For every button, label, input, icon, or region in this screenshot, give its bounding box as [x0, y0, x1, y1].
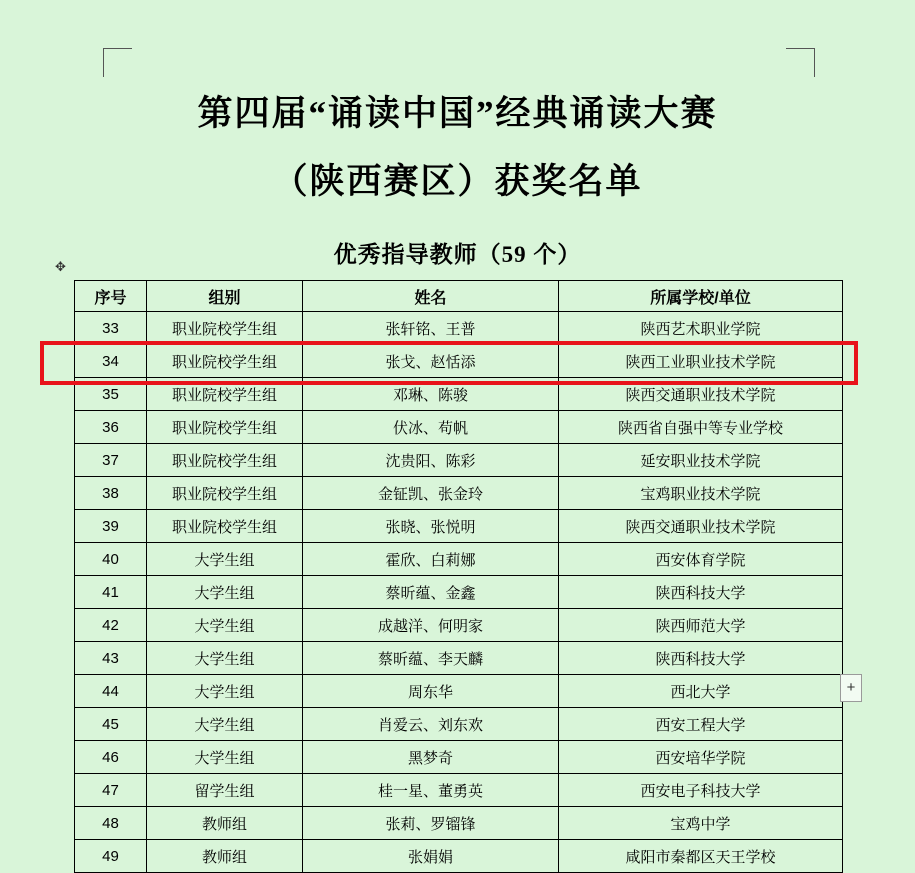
table-row [75, 609, 843, 642]
cell-org: 陕西省自强中等专业学校 [559, 411, 843, 444]
cell-group: 大学生组 [147, 675, 303, 708]
cell-name: 桂一星、董勇英 [303, 774, 559, 807]
cell-name: 伏冰、苟帆 [303, 411, 559, 444]
cell-name: 霍欣、白莉娜 [303, 543, 559, 576]
cell-index: 35 [75, 378, 147, 411]
cell-index: 36 [75, 411, 147, 444]
cell-name: 沈贵阳、陈彩 [303, 444, 559, 477]
cell-index: 46 [75, 741, 147, 774]
table-row [75, 312, 843, 345]
cell-group: 大学生组 [147, 708, 303, 741]
cell-group: 大学生组 [147, 741, 303, 774]
cell-index: 33 [75, 312, 147, 345]
cell-org: 咸阳市秦都区天王学校 [559, 840, 843, 873]
cell-group: 职业院校学生组 [147, 510, 303, 543]
cell-group: 留学生组 [147, 774, 303, 807]
cell-group: 大学生组 [147, 609, 303, 642]
title-line-1: 第四届“诵读中国”经典诵读大赛 [197, 94, 718, 133]
cell-name: 蔡昕蕴、金鑫 [303, 576, 559, 609]
cell-group: 职业院校学生组 [147, 345, 303, 378]
cell-name: 成越洋、何明家 [303, 609, 559, 642]
table-row [75, 510, 843, 543]
cell-org: 西安体育学院 [559, 543, 843, 576]
cell-org: 宝鸡中学 [559, 807, 843, 840]
table-row [75, 543, 843, 576]
cell-org: 陕西科技大学 [559, 642, 843, 675]
cell-org: 西安工程大学 [559, 708, 843, 741]
column-header-name: 姓名 [303, 281, 559, 312]
cell-group: 大学生组 [147, 642, 303, 675]
table-row [75, 807, 843, 840]
cell-org: 陕西交通职业技术学院 [559, 378, 843, 411]
cell-index: 40 [75, 543, 147, 576]
cell-name: 张晓、张悦明 [303, 510, 559, 543]
table-row [75, 675, 843, 708]
cell-index: 47 [75, 774, 147, 807]
cell-org: 宝鸡职业技术学院 [559, 477, 843, 510]
cell-org: 陕西工业职业技术学院 [559, 345, 843, 378]
cell-name: 金钲凯、张金玲 [303, 477, 559, 510]
cell-group: 大学生组 [147, 543, 303, 576]
cell-group: 职业院校学生组 [147, 411, 303, 444]
table-move-handle-icon[interactable]: ✥ [52, 258, 69, 275]
cell-group: 职业院校学生组 [147, 378, 303, 411]
column-header-org: 所属学校/单位 [559, 281, 843, 312]
cell-group: 教师组 [147, 807, 303, 840]
cell-group: 大学生组 [147, 576, 303, 609]
cell-name: 肖爱云、刘东欢 [303, 708, 559, 741]
table-row [75, 411, 843, 444]
cell-org: 陕西科技大学 [559, 576, 843, 609]
table-row [75, 345, 843, 378]
award-table [74, 280, 843, 873]
table-body [75, 312, 843, 873]
cell-index: 42 [75, 609, 147, 642]
table-row [75, 774, 843, 807]
page-title [60, 80, 855, 216]
cell-name: 张莉、罗镏锋 [303, 807, 559, 840]
section-subtitle: 优秀指导教师（59 个） [333, 242, 582, 267]
table-row [75, 642, 843, 675]
cell-index: 43 [75, 642, 147, 675]
cell-index: 39 [75, 510, 147, 543]
cell-name: 蔡昕蕴、李天麟 [303, 642, 559, 675]
cell-name: 张戈、赵恬添 [303, 345, 559, 378]
cell-name: 张轩铭、王普 [303, 312, 559, 345]
cell-name: 邓琳、陈骏 [303, 378, 559, 411]
add-row-button[interactable]: + [840, 674, 862, 702]
cell-org: 陕西艺术职业学院 [559, 312, 843, 345]
cell-org: 陕西交通职业技术学院 [559, 510, 843, 543]
cell-group: 职业院校学生组 [147, 312, 303, 345]
cell-org: 延安职业技术学院 [559, 444, 843, 477]
table-row [75, 708, 843, 741]
crop-mark-top-right [786, 48, 815, 77]
table-row [75, 444, 843, 477]
cell-index: 44 [75, 675, 147, 708]
table-row [75, 378, 843, 411]
cell-org: 西北大学 [559, 675, 843, 708]
cell-index: 48 [75, 807, 147, 840]
cell-group: 教师组 [147, 840, 303, 873]
cell-index: 49 [75, 840, 147, 873]
title-line-2: （陕西赛区）获奖名单 [272, 162, 643, 201]
table-row [75, 477, 843, 510]
table-row [75, 741, 843, 774]
cell-group: 职业院校学生组 [147, 477, 303, 510]
column-header-group: 组别 [147, 281, 303, 312]
cell-org: 西安电子科技大学 [559, 774, 843, 807]
cell-index: 37 [75, 444, 147, 477]
cell-group: 职业院校学生组 [147, 444, 303, 477]
cell-org: 西安培华学院 [559, 741, 843, 774]
cell-org: 陕西师范大学 [559, 609, 843, 642]
cell-index: 34 [75, 345, 147, 378]
table-row [75, 840, 843, 873]
cell-index: 38 [75, 477, 147, 510]
cell-name: 周东华 [303, 675, 559, 708]
cell-index: 41 [75, 576, 147, 609]
cell-name: 黑梦奇 [303, 741, 559, 774]
column-header-index: 序号 [75, 281, 147, 312]
table-row [75, 576, 843, 609]
cell-index: 45 [75, 708, 147, 741]
table-header-row [75, 281, 843, 312]
cell-name: 张娟娟 [303, 840, 559, 873]
crop-mark-top-left [103, 48, 132, 77]
